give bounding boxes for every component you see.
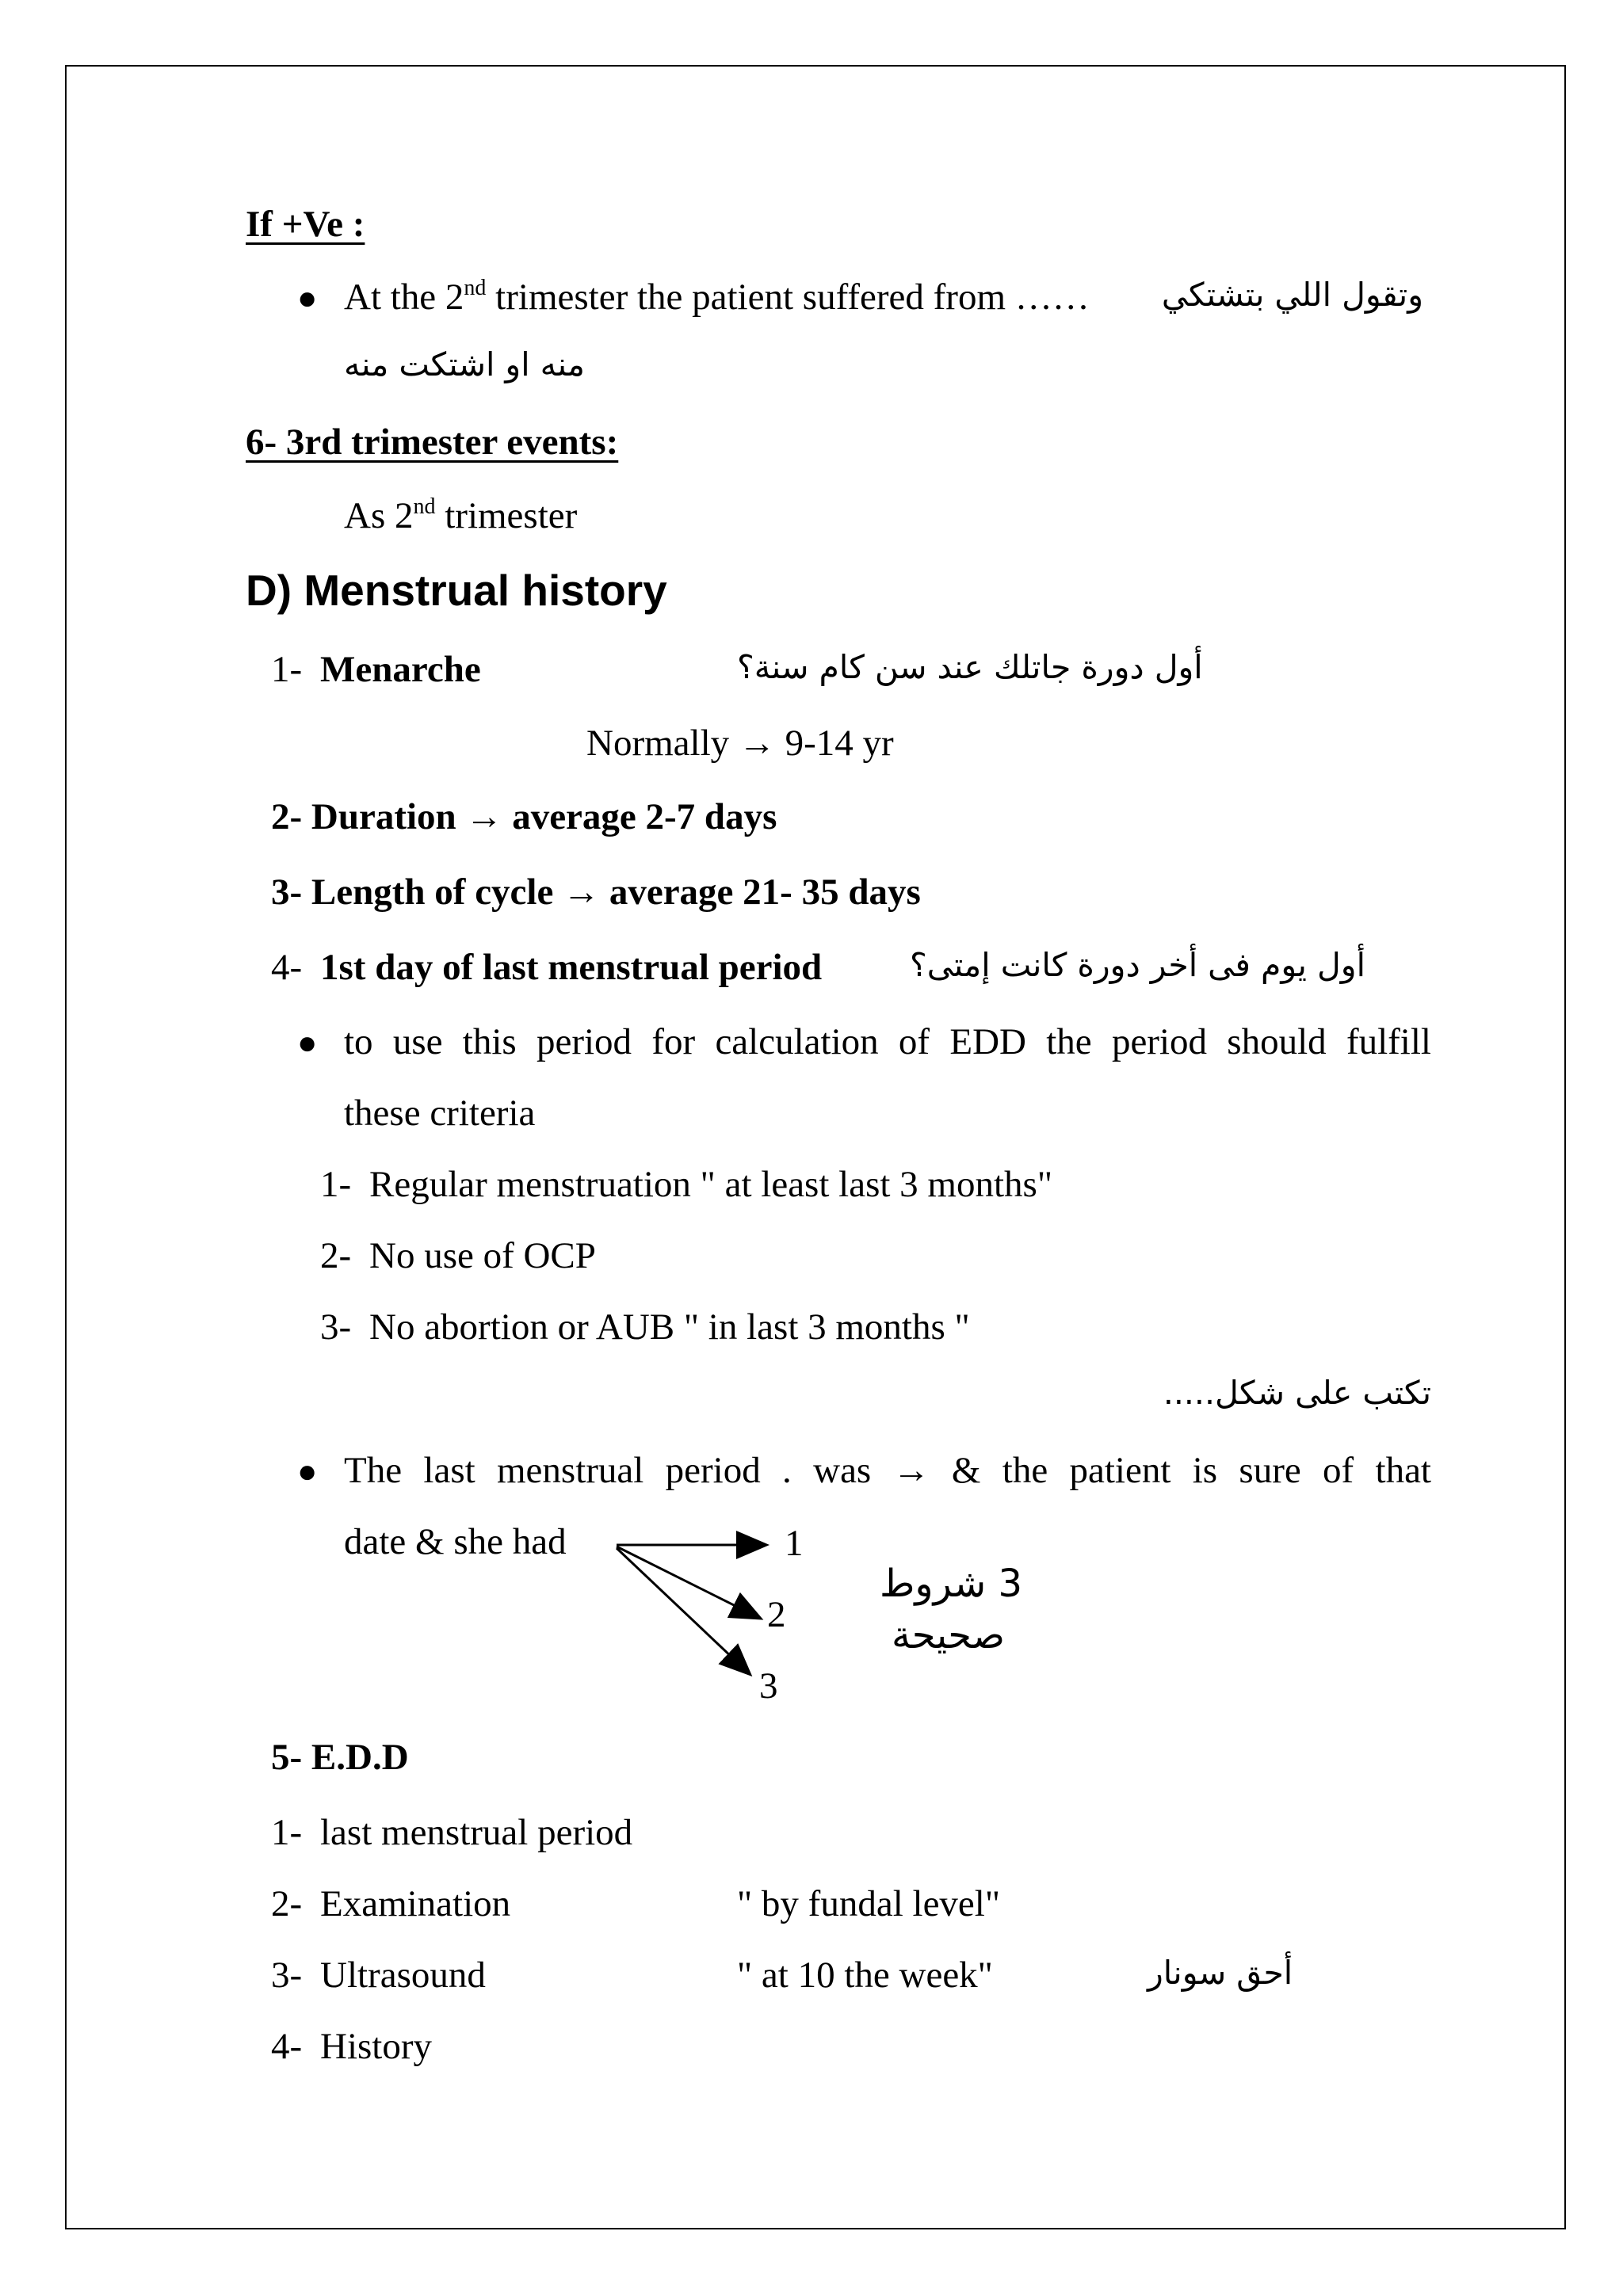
arrow-3 (617, 1548, 749, 1673)
criteria-2-text: No use of OCP (369, 1235, 596, 1276)
arabic-note-2: منه او اشتكت منه (344, 345, 585, 383)
second-trimester-line: At the 2nd trimester the patient suffered from …… (344, 276, 1090, 318)
edd-item-4-num: 4- (271, 2026, 303, 2067)
criteria-3-num: 3- (320, 1306, 352, 1348)
conditions-arabic-2: صحيحة (892, 1613, 1005, 1657)
if-positive-heading: If +Ve : (246, 204, 365, 245)
lmp-arabic: أول يوم فى أخر دورة كانت إمتى؟ (910, 946, 1365, 984)
lmp-num: 4- (271, 947, 303, 988)
arrow-2 (617, 1547, 759, 1618)
criteria-3-text: No abortion or AUB " in last 3 months " (369, 1306, 970, 1348)
arabic-note-1: وتقول اللي بتشتكي (1161, 276, 1423, 314)
edd-item-3-note: " at 10 the week" (737, 1955, 993, 1996)
edd-item-1-num: 1- (271, 1812, 303, 1853)
conditions-arabic-1: 3 شروط (880, 1562, 1023, 1606)
edd-item-3-arabic: أحق سونار (1148, 1954, 1293, 1992)
edd-item-2-num: 2- (271, 1883, 303, 1924)
lmp-sure-line-2: date & she had (344, 1521, 567, 1562)
lmp-sure-line-1: The last menstrual period . was → & the patient is sure of that (344, 1450, 1431, 1491)
edd-item-2-note: " by fundal level" (737, 1883, 1001, 1924)
arrow-label-1: 1 (785, 1523, 804, 1564)
edd-item-1-label: last menstrual period (320, 1812, 633, 1853)
cycle-length-line: 3- Length of cycle → average 21- 35 days (271, 871, 921, 913)
edd-item-3-label: Ultrasound (320, 1955, 486, 1996)
criteria-1-num: 1- (320, 1164, 352, 1205)
bullet-icon: ● (297, 280, 318, 317)
menarche-normal: Normally → 9-14 yr (586, 723, 894, 764)
write-as-arabic: تكتب على شكل..... (1163, 1374, 1431, 1412)
criteria-1-text: Regular menstruation " at least last 3 months" (369, 1164, 1053, 1205)
arrow-label-3: 3 (759, 1665, 778, 1707)
edd-item-4-label: History (320, 2026, 432, 2067)
edd-criteria-line-2: these criteria (344, 1093, 536, 1134)
edd-item-2-label: Examination (320, 1883, 511, 1924)
edd-criteria-line-1: to use this period for calculation of EDD the period should fulfill (344, 1021, 1431, 1062)
edd-item-3-num: 3- (271, 1955, 303, 1996)
duration-line: 2- Duration → average 2-7 days (271, 796, 777, 837)
criteria-2-num: 2- (320, 1235, 352, 1276)
bullet-icon: ● (297, 1025, 318, 1062)
menstrual-history-heading: D) Menstrual history (246, 566, 667, 615)
menarche-arabic: أول دورة جاتلك عند سن كام سنة؟ (737, 648, 1203, 686)
menarche-num: 1- (271, 649, 303, 690)
third-trimester-text: As 2nd trimester (344, 494, 578, 536)
lmp-label: 1st day of last menstrual period (320, 947, 823, 988)
bullet-icon: ● (297, 1454, 318, 1490)
third-trimester-heading: 6- 3rd trimester events: (246, 421, 619, 463)
menarche-label: Menarche (320, 649, 481, 690)
edd-heading: 5- E.D.D (271, 1737, 409, 1778)
arrow-label-2: 2 (767, 1594, 786, 1635)
